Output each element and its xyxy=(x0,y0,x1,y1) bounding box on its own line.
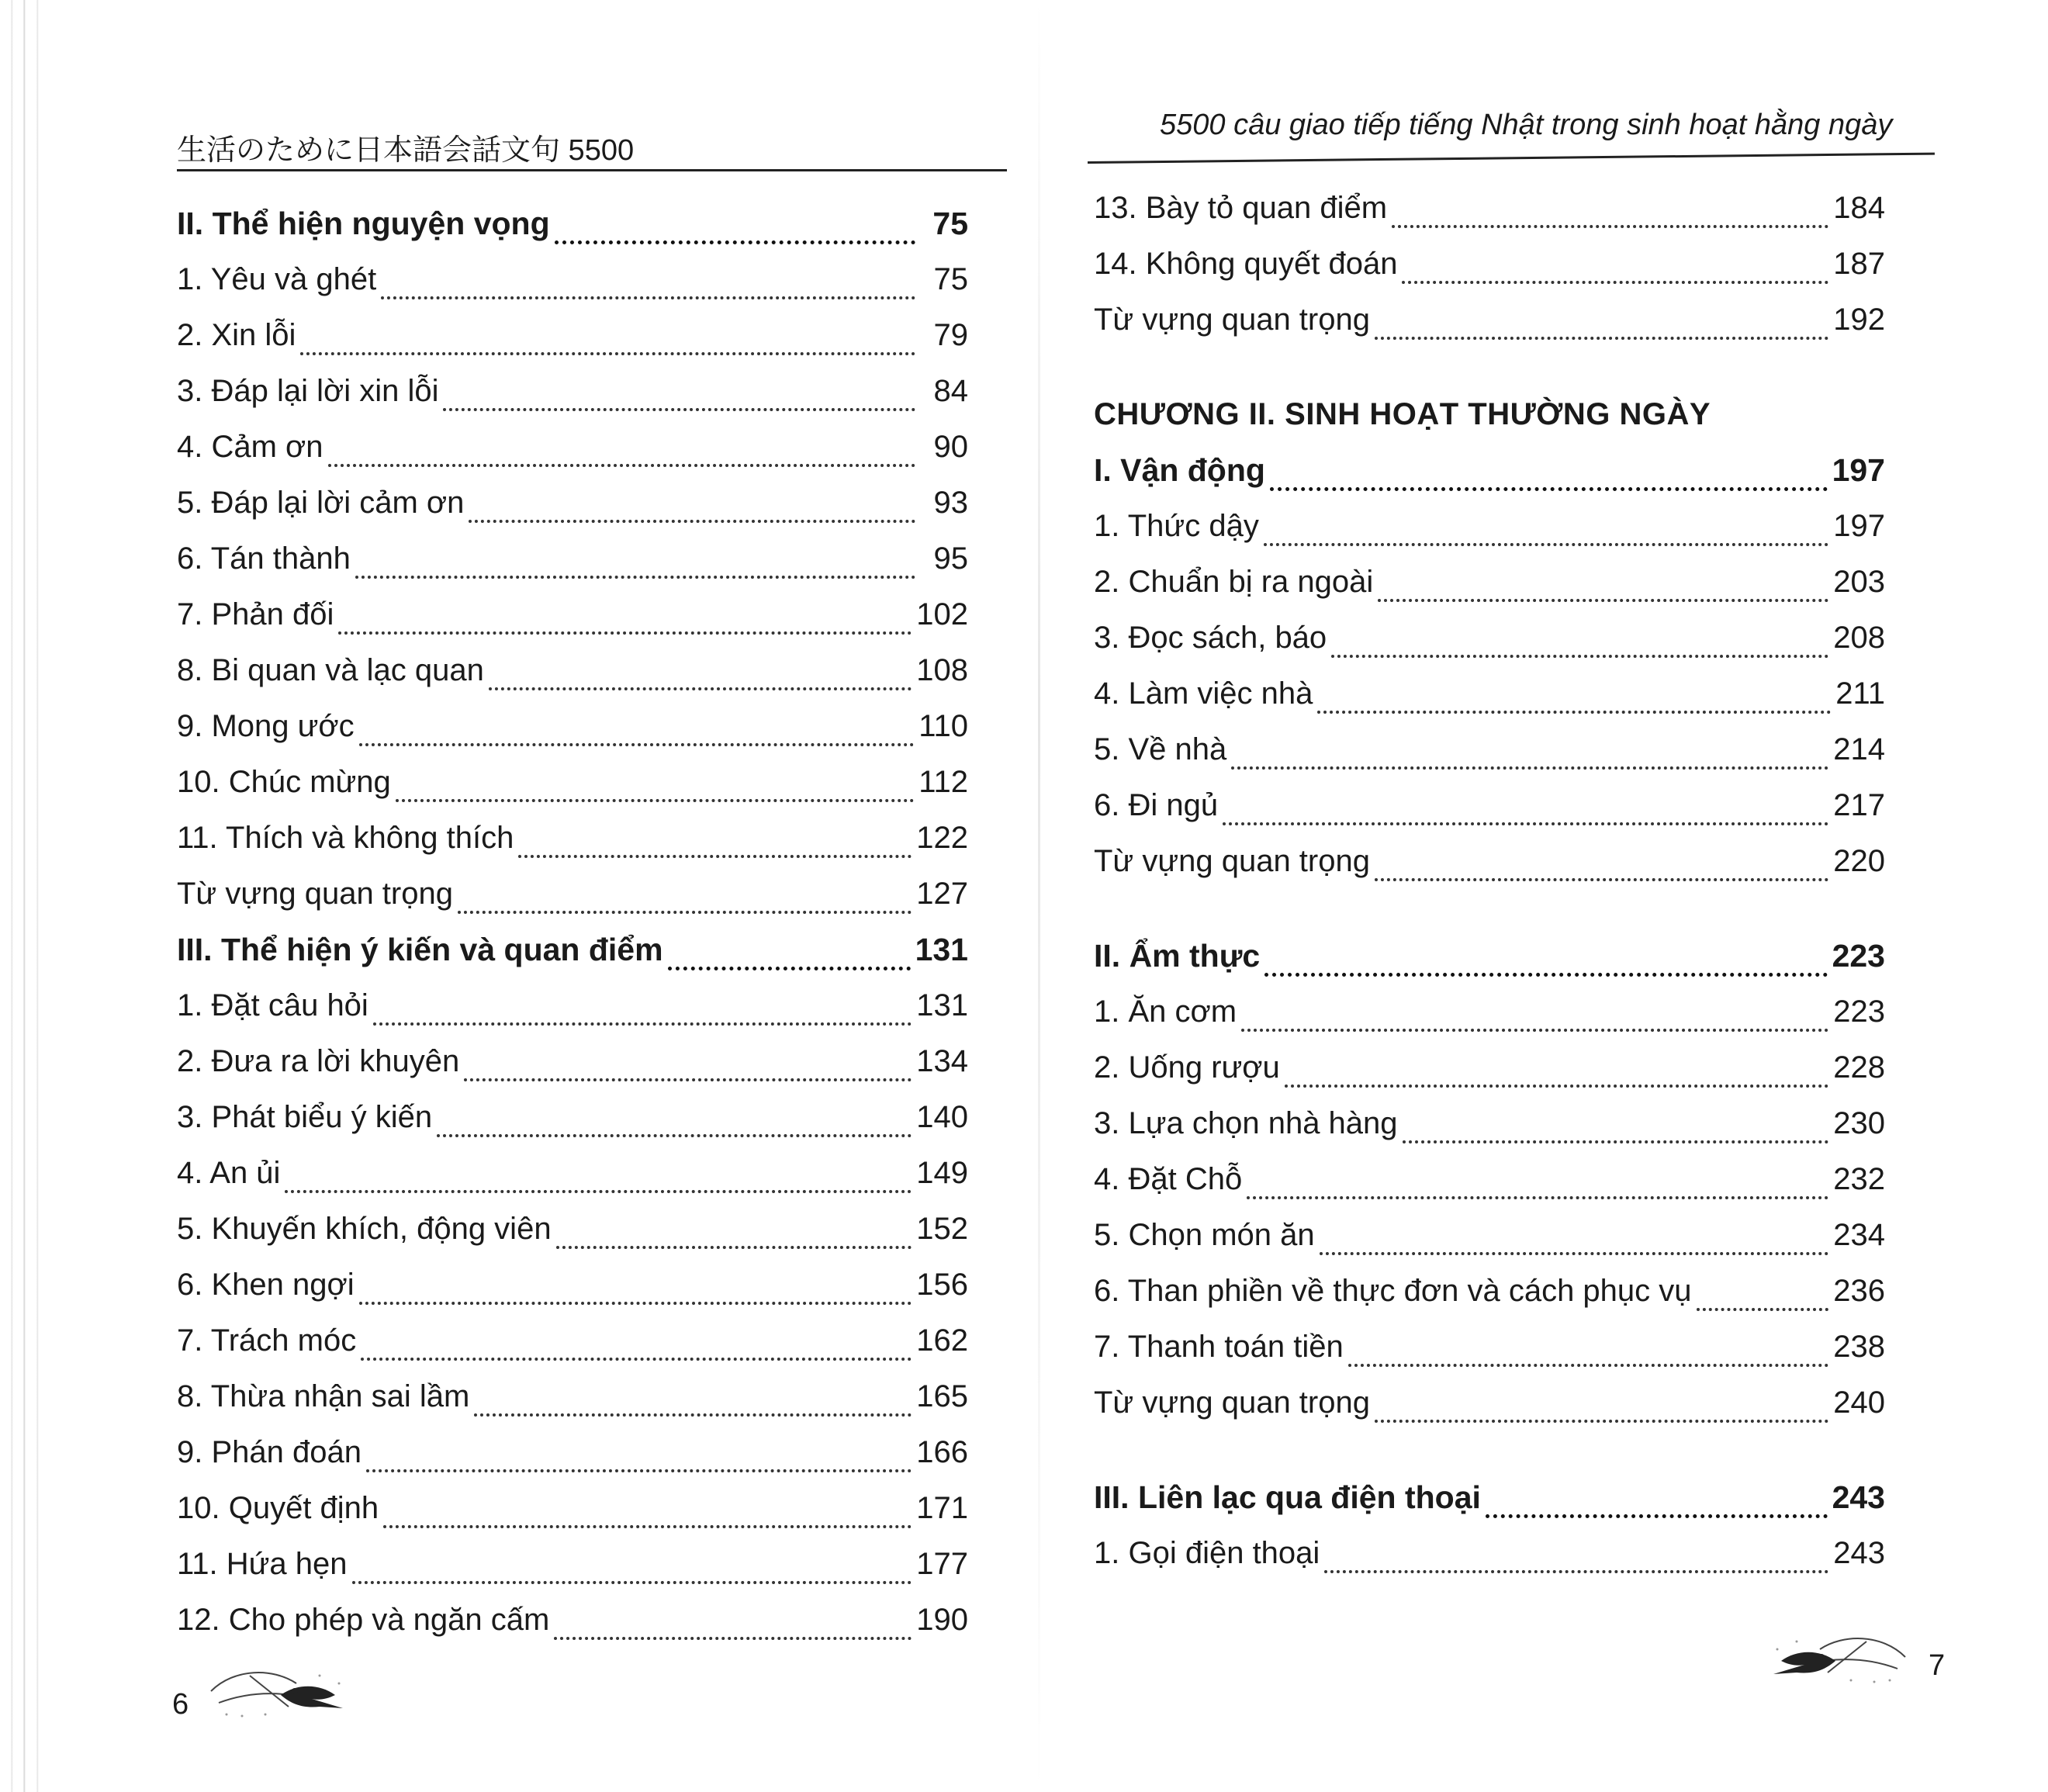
toc-entry-label: 5. Đáp lại lời cảm ơn xyxy=(177,486,465,520)
right-page xyxy=(1040,0,2048,1792)
toc-page-number: 127 xyxy=(916,877,968,911)
toc-entry xyxy=(1094,1151,1885,1207)
dot-leader xyxy=(1324,1539,1828,1573)
toc-entry-label: 13. Bày tỏ quan điểm xyxy=(1094,191,1388,225)
dot-leader xyxy=(1392,194,1828,228)
toc-page-number: 217 xyxy=(1833,788,1885,822)
dot-leader xyxy=(464,1047,912,1081)
toc-entry xyxy=(177,1257,968,1313)
dot-leader xyxy=(1375,306,1828,340)
toc-entry-label: Từ vựng quan trọng xyxy=(1094,1386,1370,1420)
toc-page-number: 197 xyxy=(1833,509,1885,543)
toc-entry-label: 5. Chọn món ăn xyxy=(1094,1218,1315,1252)
toc-page-number: 79 xyxy=(933,318,968,352)
toc-entry xyxy=(177,866,968,922)
toc-entry-label: 8. Thừa nhận sai lầm xyxy=(177,1379,470,1413)
dot-leader xyxy=(1264,512,1828,546)
dot-leader xyxy=(1320,1221,1829,1255)
toc-spacer xyxy=(1094,1430,1885,1469)
toc-page-number: 238 xyxy=(1833,1330,1885,1364)
dot-leader xyxy=(1241,998,1828,1032)
dot-leader xyxy=(1285,1053,1828,1088)
toc-section-heading xyxy=(177,195,968,251)
toc-entry xyxy=(177,977,968,1033)
toc-entry xyxy=(1094,1095,1885,1151)
dot-leader xyxy=(1270,456,1828,491)
toc-page-number: 234 xyxy=(1833,1218,1885,1252)
toc-entry-label: 5. Về nhà xyxy=(1094,732,1227,766)
toc-page-number: 214 xyxy=(1833,732,1885,766)
toc-entry-label: 3. Đáp lại lời xin lỗi xyxy=(177,374,439,408)
toc-page-number: 110 xyxy=(918,709,968,743)
toc-entry-label: 3. Phát biểu ý kiến xyxy=(177,1100,433,1134)
toc-entry-label: 6. Than phiền về thực đơn và cách phục vụ xyxy=(1094,1274,1692,1308)
toc-page-number: 243 xyxy=(1832,1479,1885,1515)
table-of-contents-right xyxy=(1094,180,1885,1581)
toc-page-number: 93 xyxy=(933,486,968,520)
toc-entry xyxy=(1094,1040,1885,1095)
toc-entry xyxy=(1094,1207,1885,1263)
running-head-japanese: 生活のために日本語会話文句 5500 xyxy=(177,134,635,167)
toc-entry xyxy=(1094,1525,1885,1581)
toc-page-number: 223 xyxy=(1832,938,1885,974)
toc-entry xyxy=(1094,1263,1885,1319)
toc-entry xyxy=(177,1536,968,1592)
toc-entry xyxy=(177,531,968,586)
toc-page-number: 90 xyxy=(933,430,968,464)
dot-leader xyxy=(1223,791,1828,825)
chapter-title: CHƯƠNG II. SINH HOẠT THƯỜNG NGÀY xyxy=(1094,397,1711,431)
toc-entry xyxy=(1094,1319,1885,1375)
dot-leader xyxy=(1231,735,1828,770)
toc-page-number: 197 xyxy=(1832,452,1885,488)
toc-page-number: 232 xyxy=(1833,1162,1885,1196)
toc-section-heading xyxy=(1094,442,1885,498)
toc-entry xyxy=(177,1033,968,1089)
toc-page-number: 230 xyxy=(1833,1106,1885,1140)
dot-leader xyxy=(1247,1165,1828,1199)
dot-leader xyxy=(458,880,912,914)
toc-page-number: 240 xyxy=(1833,1386,1885,1420)
dot-leader xyxy=(1697,1277,1829,1311)
toc-page-number: 156 xyxy=(916,1268,968,1302)
dot-leader xyxy=(361,1327,912,1361)
toc-page-number: 131 xyxy=(915,932,968,967)
dot-leader xyxy=(285,1159,912,1193)
toc-entry-label: 1. Đặt câu hỏi xyxy=(177,988,368,1022)
toc-spacer xyxy=(1094,348,1885,386)
toc-page-number: 84 xyxy=(933,374,968,408)
toc-entry-label: 7. Thanh toán tiền xyxy=(1094,1330,1344,1364)
toc-entry-label: 2. Xin lỗi xyxy=(177,318,296,352)
toc-entry-label: 4. Làm việc nhà xyxy=(1094,676,1313,711)
toc-entry-label: 2. Uống rượu xyxy=(1094,1050,1280,1085)
toc-entry-label: 2. Chuẩn bị ra ngoài xyxy=(1094,565,1374,599)
toc-entry-label: 6. Đi ngủ xyxy=(1094,788,1219,822)
toc-entry xyxy=(177,1201,968,1257)
toc-entry-label: Từ vựng quan trọng xyxy=(1094,844,1370,878)
toc-entry-label: 7. Trách móc xyxy=(177,1323,357,1358)
dot-leader xyxy=(1331,624,1828,658)
dot-leader xyxy=(381,265,915,299)
toc-entry xyxy=(177,1368,968,1424)
toc-entry xyxy=(1094,554,1885,610)
page-number-left: 6 xyxy=(172,1688,189,1721)
toc-entry-label: 9. Phán đoán xyxy=(177,1435,362,1469)
toc-page-number: 102 xyxy=(916,597,968,631)
toc-entry xyxy=(1094,292,1885,348)
header-rule xyxy=(1088,153,1935,164)
toc-entry-label: 2. Đưa ra lời khuyên xyxy=(177,1044,460,1078)
toc-page-number: 192 xyxy=(1833,303,1885,337)
page-number-right: 7 xyxy=(1929,1649,1946,1682)
toc-section-heading xyxy=(177,922,968,977)
toc-entry xyxy=(1094,1375,1885,1430)
toc-page-number: 108 xyxy=(916,653,968,687)
toc-page-number: 187 xyxy=(1833,247,1885,281)
toc-page-number: 243 xyxy=(1833,1536,1885,1570)
toc-entry-label: 6. Khen ngợi xyxy=(177,1268,355,1302)
toc-page-number: 95 xyxy=(933,541,968,576)
toc-entry xyxy=(177,307,968,363)
toc-entry-label: 11. Thích và không thích xyxy=(177,821,514,855)
toc-entry-label: 7. Phản đối xyxy=(177,597,334,631)
toc-entry xyxy=(177,698,968,754)
toc-entry xyxy=(177,1089,968,1145)
dot-leader xyxy=(396,768,914,802)
toc-entry-label: III. Thể hiện ý kiến và quan điểm xyxy=(177,932,663,967)
toc-entry xyxy=(177,642,968,698)
dot-leader xyxy=(489,656,912,690)
toc-page-number: 166 xyxy=(916,1435,968,1469)
toc-entry-label: 3. Đọc sách, báo xyxy=(1094,621,1327,655)
toc-page-number: 112 xyxy=(918,765,968,799)
toc-entry-label: 9. Mong ước xyxy=(177,709,355,743)
toc-entry-label: 8. Bi quan và lạc quan xyxy=(177,653,484,687)
toc-page-number: 75 xyxy=(932,206,968,241)
dot-leader xyxy=(554,1606,912,1640)
toc-page-number: 203 xyxy=(1833,565,1885,599)
toc-entry-label: I. Vận động xyxy=(1094,452,1265,488)
toc-entry-label: II. Thể hiện nguyện vọng xyxy=(177,206,550,241)
dot-leader xyxy=(518,824,912,858)
toc-entry-label: 1. Thức dậy xyxy=(1094,509,1259,543)
toc-entry-label: 10. Chúc mừng xyxy=(177,765,391,799)
toc-spacer xyxy=(1094,889,1885,928)
dot-leader xyxy=(469,489,915,523)
toc-page-number: 131 xyxy=(916,988,968,1022)
dot-leader xyxy=(1378,568,1828,602)
dot-leader xyxy=(1264,942,1827,977)
toc-entry xyxy=(177,1145,968,1201)
toc-section-heading xyxy=(1094,928,1885,984)
toc-entry xyxy=(177,754,968,810)
dot-leader xyxy=(383,1494,912,1528)
toc-page-number: 223 xyxy=(1833,995,1885,1029)
toc-entry xyxy=(177,251,968,307)
toc-page-number: 220 xyxy=(1833,844,1885,878)
toc-entry-label: 4. Cảm ơn xyxy=(177,430,323,464)
toc-entry xyxy=(177,810,968,866)
dot-leader xyxy=(355,545,915,579)
dot-leader xyxy=(1317,680,1831,714)
toc-entry xyxy=(177,1313,968,1368)
dot-leader xyxy=(556,1215,912,1249)
toc-entry-label: 11. Hứa hẹn xyxy=(177,1547,348,1581)
toc-page-number: 177 xyxy=(916,1547,968,1581)
toc-entry-label: 14. Không quyết đoán xyxy=(1094,247,1398,281)
toc-page-number: 152 xyxy=(916,1212,968,1246)
toc-entry-label: 1. Ăn cơm xyxy=(1094,995,1237,1029)
toc-page-number: 122 xyxy=(916,821,968,855)
toc-page-number: 134 xyxy=(916,1044,968,1078)
toc-entry xyxy=(1094,833,1885,889)
dot-leader xyxy=(1486,1483,1828,1518)
dot-leader xyxy=(437,1103,912,1137)
dot-leader xyxy=(668,936,911,970)
toc-entry xyxy=(177,1592,968,1648)
dot-leader xyxy=(359,712,915,746)
dot-leader xyxy=(359,1271,912,1305)
toc-entry xyxy=(177,363,968,419)
dot-leader xyxy=(474,1382,912,1417)
toc-page-number: 236 xyxy=(1833,1274,1885,1308)
dot-leader xyxy=(352,1550,912,1584)
toc-entry-label: Từ vựng quan trọng xyxy=(177,877,453,911)
toc-entry xyxy=(177,1480,968,1536)
dot-leader xyxy=(373,991,912,1026)
dot-leader xyxy=(555,209,915,244)
toc-entry xyxy=(177,419,968,475)
dot-leader xyxy=(300,321,915,355)
toc-page-number: 184 xyxy=(1833,191,1885,225)
table-of-contents-left xyxy=(177,195,968,1648)
dot-leader xyxy=(328,433,915,467)
toc-entry-label: Từ vựng quan trọng xyxy=(1094,303,1370,337)
dot-leader xyxy=(366,1438,912,1472)
dot-leader xyxy=(1402,250,1828,284)
toc-page-number: 208 xyxy=(1833,621,1885,655)
toc-entry-label: 5. Khuyến khích, động viên xyxy=(177,1212,552,1246)
toc-entry-label: 6. Tán thành xyxy=(177,541,351,576)
toc-entry-label: 1. Gọi điện thoại xyxy=(1094,1536,1320,1570)
toc-entry-label: III. Liên lạc qua điện thoại xyxy=(1094,1479,1481,1515)
toc-entry xyxy=(1094,777,1885,833)
toc-page-number: 149 xyxy=(916,1156,968,1190)
dot-leader xyxy=(1403,1109,1829,1143)
dot-leader xyxy=(338,600,912,635)
toc-entry-label: 12. Cho phép và ngăn cấm xyxy=(177,1603,550,1637)
dot-leader xyxy=(1348,1333,1829,1367)
header-rule xyxy=(177,169,1007,171)
toc-entry xyxy=(1094,498,1885,554)
running-head-vietnamese: 5500 câu giao tiếp tiếng Nhật trong sinh hoạt hằng ngày xyxy=(1160,109,1893,141)
toc-entry-label: 1. Yêu và ghét xyxy=(177,262,377,296)
toc-page-number: 211 xyxy=(1835,676,1885,711)
toc-entry xyxy=(177,1424,968,1480)
bird-ornament-icon xyxy=(203,1660,358,1726)
toc-entry xyxy=(1094,721,1885,777)
dot-leader xyxy=(1375,847,1828,881)
toc-entry-label: 3. Lựa chọn nhà hàng xyxy=(1094,1106,1398,1140)
toc-entry xyxy=(1094,610,1885,666)
toc-entry-label: 4. Đặt Chỗ xyxy=(1094,1162,1243,1196)
toc-section-heading xyxy=(1094,1469,1885,1525)
toc-page-number: 75 xyxy=(933,262,968,296)
toc-page-number: 228 xyxy=(1833,1050,1885,1085)
dot-leader xyxy=(1375,1389,1828,1423)
toc-page-number: 171 xyxy=(916,1491,968,1525)
toc-entry xyxy=(1094,984,1885,1040)
toc-entry-label: 10. Quyết định xyxy=(177,1491,379,1525)
toc-entry xyxy=(1094,236,1885,292)
toc-entry xyxy=(1094,180,1885,236)
toc-page-number: 162 xyxy=(916,1323,968,1358)
toc-entry xyxy=(177,586,968,642)
bird-ornament-icon xyxy=(1758,1626,1913,1692)
dot-leader xyxy=(443,377,915,411)
toc-entry-label: 4. An ủi xyxy=(177,1156,281,1190)
toc-page-number: 140 xyxy=(916,1100,968,1134)
toc-page-number: 165 xyxy=(916,1379,968,1413)
toc-page-number: 190 xyxy=(916,1603,968,1637)
toc-entry xyxy=(177,475,968,531)
toc-entry-label: II. Ẩm thực xyxy=(1094,938,1261,974)
toc-entry xyxy=(1094,666,1885,721)
